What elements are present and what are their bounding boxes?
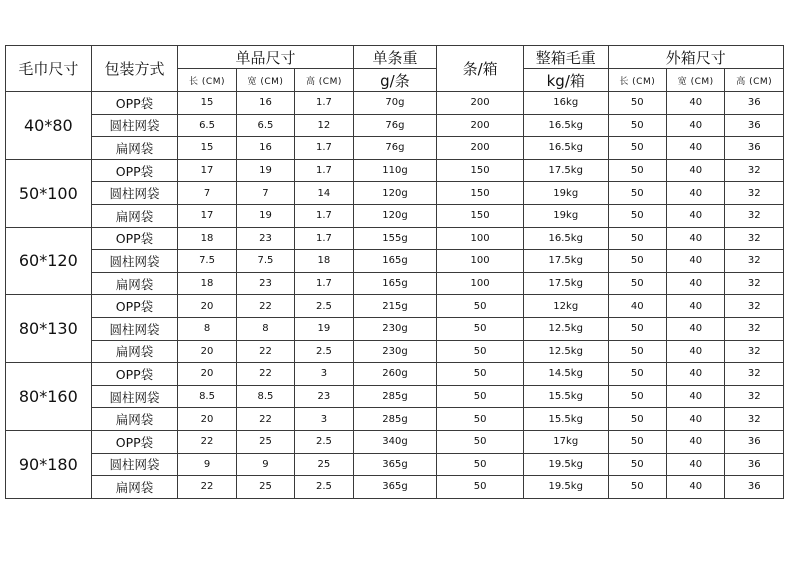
item-height-cell: 19: [295, 317, 353, 340]
item-height-cell: 25: [295, 453, 353, 476]
per-box-cell: 100: [437, 250, 524, 273]
item-length-cell: 7.5: [178, 250, 236, 273]
pack-method-cell: 扁网袋: [91, 204, 178, 227]
carton-width-cell: 40: [667, 227, 725, 250]
item-height-cell: 12: [295, 114, 353, 137]
carton-length-cell: 50: [608, 272, 666, 295]
carton-width-cell: 40: [667, 385, 725, 408]
carton-width-cell: 40: [667, 363, 725, 386]
carton-height-cell: 36: [725, 430, 784, 453]
table-row: [6, 476, 784, 499]
item-width-cell: 22: [236, 340, 294, 363]
per-box-cell: 200: [437, 92, 524, 115]
header-carton-width: 宽 (CM): [667, 69, 725, 92]
table-body: [6, 92, 784, 499]
pack-method-cell: 扁网袋: [91, 340, 178, 363]
carton-height-cell: 32: [725, 272, 784, 295]
unit-weight-cell: 215g: [353, 295, 437, 318]
header-per-box: 条/箱: [437, 46, 524, 92]
item-length-cell: 18: [178, 227, 236, 250]
carton-length-cell: 40: [608, 295, 666, 318]
item-length-cell: 20: [178, 295, 236, 318]
box-weight-cell: 17.5kg: [523, 250, 608, 273]
box-weight-cell: 14.5kg: [523, 363, 608, 386]
unit-weight-cell: 285g: [353, 385, 437, 408]
carton-height-cell: 32: [725, 295, 784, 318]
pack-method-cell: 扁网袋: [91, 408, 178, 431]
carton-length-cell: 50: [608, 408, 666, 431]
header-unit-weight: 单条重: [353, 46, 437, 69]
carton-length-cell: 50: [608, 137, 666, 160]
carton-height-cell: 32: [725, 182, 784, 205]
box-weight-cell: 17.5kg: [523, 272, 608, 295]
carton-length-cell: 50: [608, 385, 666, 408]
per-box-cell: 150: [437, 204, 524, 227]
carton-width-cell: 40: [667, 453, 725, 476]
item-height-cell: 1.7: [295, 204, 353, 227]
header-item-height: 高 (CM): [295, 69, 353, 92]
box-weight-cell: 12.5kg: [523, 340, 608, 363]
carton-length-cell: 50: [608, 227, 666, 250]
table-row: [6, 159, 784, 182]
item-height-cell: 1.7: [295, 159, 353, 182]
carton-length-cell: 50: [608, 317, 666, 340]
per-box-cell: 50: [437, 363, 524, 386]
item-length-cell: 8.5: [178, 385, 236, 408]
table-row: [6, 340, 784, 363]
per-box-cell: 50: [437, 408, 524, 431]
pack-method-cell: OPP袋: [91, 227, 178, 250]
header-box-weight: 整箱毛重: [523, 46, 608, 69]
carton-width-cell: 40: [667, 204, 725, 227]
carton-height-cell: 32: [725, 363, 784, 386]
per-box-cell: 100: [437, 227, 524, 250]
item-length-cell: 7: [178, 182, 236, 205]
item-height-cell: 1.7: [295, 227, 353, 250]
carton-height-cell: 36: [725, 114, 784, 137]
per-box-cell: 50: [437, 317, 524, 340]
item-width-cell: 19: [236, 204, 294, 227]
box-weight-cell: 16.5kg: [523, 137, 608, 160]
table-row: [6, 408, 784, 431]
pack-method-cell: OPP袋: [91, 430, 178, 453]
pack-method-cell: 圆柱网袋: [91, 250, 178, 273]
box-weight-cell: 15.5kg: [523, 408, 608, 431]
carton-width-cell: 40: [667, 476, 725, 499]
table-row: [6, 385, 784, 408]
carton-length-cell: 50: [608, 363, 666, 386]
towel-size-cell: 40*80: [6, 92, 92, 160]
table-row: [6, 250, 784, 273]
item-width-cell: 23: [236, 227, 294, 250]
carton-length-cell: 50: [608, 250, 666, 273]
unit-weight-cell: 76g: [353, 137, 437, 160]
per-box-cell: 50: [437, 476, 524, 499]
header-towel-size: 毛巾尺寸: [6, 46, 92, 92]
item-height-cell: 3: [295, 363, 353, 386]
box-weight-cell: 12kg: [523, 295, 608, 318]
header-pack-method: 包装方式: [91, 46, 178, 92]
carton-length-cell: 50: [608, 182, 666, 205]
unit-weight-cell: 120g: [353, 182, 437, 205]
unit-weight-cell: 110g: [353, 159, 437, 182]
carton-width-cell: 40: [667, 317, 725, 340]
item-height-cell: 1.7: [295, 92, 353, 115]
pack-method-cell: 圆柱网袋: [91, 385, 178, 408]
item-length-cell: 17: [178, 159, 236, 182]
item-width-cell: 16: [236, 137, 294, 160]
table-row: [6, 272, 784, 295]
towel-size-cell: 80*130: [6, 295, 92, 363]
item-length-cell: 15: [178, 92, 236, 115]
item-width-cell: 9: [236, 453, 294, 476]
header-row-top: [6, 46, 784, 69]
table-row: [6, 363, 784, 386]
carton-height-cell: 32: [725, 385, 784, 408]
unit-weight-cell: 365g: [353, 453, 437, 476]
unit-weight-cell: 285g: [353, 408, 437, 431]
carton-width-cell: 40: [667, 92, 725, 115]
item-width-cell: 22: [236, 295, 294, 318]
box-weight-cell: 17.5kg: [523, 159, 608, 182]
towel-size-cell: 60*120: [6, 227, 92, 295]
box-weight-cell: 19.5kg: [523, 476, 608, 499]
towel-size-cell: 50*100: [6, 159, 92, 227]
item-length-cell: 20: [178, 340, 236, 363]
pack-method-cell: OPP袋: [91, 295, 178, 318]
towel-size-cell: 80*160: [6, 363, 92, 431]
carton-height-cell: 36: [725, 453, 784, 476]
pack-method-cell: 圆柱网袋: [91, 317, 178, 340]
item-length-cell: 17: [178, 204, 236, 227]
table-row: [6, 137, 784, 160]
box-weight-cell: 15.5kg: [523, 385, 608, 408]
header-carton-size: 外箱尺寸: [608, 46, 783, 69]
box-weight-cell: 19.5kg: [523, 453, 608, 476]
unit-weight-cell: 230g: [353, 340, 437, 363]
table-row: [6, 204, 784, 227]
per-box-cell: 100: [437, 272, 524, 295]
item-width-cell: 25: [236, 476, 294, 499]
table-row: [6, 92, 784, 115]
carton-height-cell: 32: [725, 340, 784, 363]
item-width-cell: 22: [236, 408, 294, 431]
pack-method-cell: 圆柱网袋: [91, 114, 178, 137]
carton-length-cell: 50: [608, 204, 666, 227]
item-length-cell: 20: [178, 363, 236, 386]
carton-width-cell: 40: [667, 137, 725, 160]
per-box-cell: 50: [437, 295, 524, 318]
item-width-cell: 19: [236, 159, 294, 182]
per-box-cell: 50: [437, 430, 524, 453]
item-length-cell: 8: [178, 317, 236, 340]
carton-width-cell: 40: [667, 272, 725, 295]
carton-height-cell: 32: [725, 408, 784, 431]
towel-size-cell: 90*180: [6, 430, 92, 498]
table-row: [6, 430, 784, 453]
box-weight-cell: 16kg: [523, 92, 608, 115]
unit-weight-cell: 260g: [353, 363, 437, 386]
carton-width-cell: 40: [667, 295, 725, 318]
pack-method-cell: OPP袋: [91, 92, 178, 115]
per-box-cell: 50: [437, 453, 524, 476]
item-length-cell: 9: [178, 453, 236, 476]
item-length-cell: 15: [178, 137, 236, 160]
table-row: [6, 453, 784, 476]
header-box-weight-unit: kg/箱: [523, 69, 608, 92]
carton-length-cell: 50: [608, 430, 666, 453]
unit-weight-cell: 230g: [353, 317, 437, 340]
unit-weight-cell: 165g: [353, 250, 437, 273]
carton-width-cell: 40: [667, 340, 725, 363]
carton-length-cell: 50: [608, 159, 666, 182]
item-height-cell: 1.7: [295, 272, 353, 295]
item-width-cell: 23: [236, 272, 294, 295]
carton-width-cell: 40: [667, 182, 725, 205]
item-height-cell: 3: [295, 408, 353, 431]
table-row: [6, 114, 784, 137]
item-width-cell: 16: [236, 92, 294, 115]
item-width-cell: 6.5: [236, 114, 294, 137]
carton-length-cell: 50: [608, 453, 666, 476]
header-item-width: 宽 (CM): [236, 69, 294, 92]
item-height-cell: 23: [295, 385, 353, 408]
per-box-cell: 200: [437, 137, 524, 160]
item-height-cell: 2.5: [295, 430, 353, 453]
unit-weight-cell: 70g: [353, 92, 437, 115]
pack-method-cell: 扁网袋: [91, 272, 178, 295]
table-row: [6, 317, 784, 340]
item-height-cell: 1.7: [295, 137, 353, 160]
pack-method-cell: OPP袋: [91, 159, 178, 182]
pack-method-cell: 圆柱网袋: [91, 182, 178, 205]
carton-width-cell: 40: [667, 250, 725, 273]
carton-height-cell: 36: [725, 92, 784, 115]
item-width-cell: 8: [236, 317, 294, 340]
per-box-cell: 150: [437, 159, 524, 182]
item-length-cell: 22: [178, 430, 236, 453]
carton-length-cell: 50: [608, 340, 666, 363]
header-carton-length: 长 (CM): [608, 69, 666, 92]
item-height-cell: 2.5: [295, 476, 353, 499]
item-width-cell: 25: [236, 430, 294, 453]
unit-weight-cell: 76g: [353, 114, 437, 137]
header-unit-weight-unit: g/条: [353, 69, 437, 92]
pack-method-cell: 扁网袋: [91, 137, 178, 160]
carton-height-cell: 32: [725, 317, 784, 340]
per-box-cell: 50: [437, 340, 524, 363]
carton-height-cell: 36: [725, 476, 784, 499]
unit-weight-cell: 120g: [353, 204, 437, 227]
carton-height-cell: 32: [725, 159, 784, 182]
carton-height-cell: 32: [725, 227, 784, 250]
item-length-cell: 20: [178, 408, 236, 431]
pack-method-cell: OPP袋: [91, 363, 178, 386]
item-length-cell: 18: [178, 272, 236, 295]
table-row: [6, 182, 784, 205]
box-weight-cell: 19kg: [523, 204, 608, 227]
carton-width-cell: 40: [667, 114, 725, 137]
box-weight-cell: 17kg: [523, 430, 608, 453]
carton-height-cell: 32: [725, 204, 784, 227]
item-height-cell: 2.5: [295, 295, 353, 318]
carton-width-cell: 40: [667, 430, 725, 453]
per-box-cell: 150: [437, 182, 524, 205]
unit-weight-cell: 340g: [353, 430, 437, 453]
header-carton-height: 高 (CM): [725, 69, 784, 92]
table-row: [6, 227, 784, 250]
box-weight-cell: 16.5kg: [523, 114, 608, 137]
item-height-cell: 18: [295, 250, 353, 273]
carton-length-cell: 50: [608, 476, 666, 499]
item-width-cell: 7.5: [236, 250, 294, 273]
box-weight-cell: 12.5kg: [523, 317, 608, 340]
box-weight-cell: 19kg: [523, 182, 608, 205]
unit-weight-cell: 165g: [353, 272, 437, 295]
carton-width-cell: 40: [667, 159, 725, 182]
pack-method-cell: 扁网袋: [91, 476, 178, 499]
item-height-cell: 14: [295, 182, 353, 205]
item-width-cell: 8.5: [236, 385, 294, 408]
unit-weight-cell: 155g: [353, 227, 437, 250]
item-width-cell: 7: [236, 182, 294, 205]
item-height-cell: 2.5: [295, 340, 353, 363]
per-box-cell: 200: [437, 114, 524, 137]
carton-height-cell: 36: [725, 137, 784, 160]
carton-length-cell: 50: [608, 114, 666, 137]
table-row: [6, 295, 784, 318]
item-length-cell: 6.5: [178, 114, 236, 137]
carton-width-cell: 40: [667, 408, 725, 431]
item-length-cell: 22: [178, 476, 236, 499]
carton-height-cell: 32: [725, 250, 784, 273]
box-weight-cell: 16.5kg: [523, 227, 608, 250]
per-box-cell: 50: [437, 385, 524, 408]
header-item-size: 单品尺寸: [178, 46, 353, 69]
carton-length-cell: 50: [608, 92, 666, 115]
towel-packing-spec-table: [5, 45, 784, 499]
header-item-length: 长 (CM): [178, 69, 236, 92]
pack-method-cell: 圆柱网袋: [91, 453, 178, 476]
item-width-cell: 22: [236, 363, 294, 386]
unit-weight-cell: 365g: [353, 476, 437, 499]
